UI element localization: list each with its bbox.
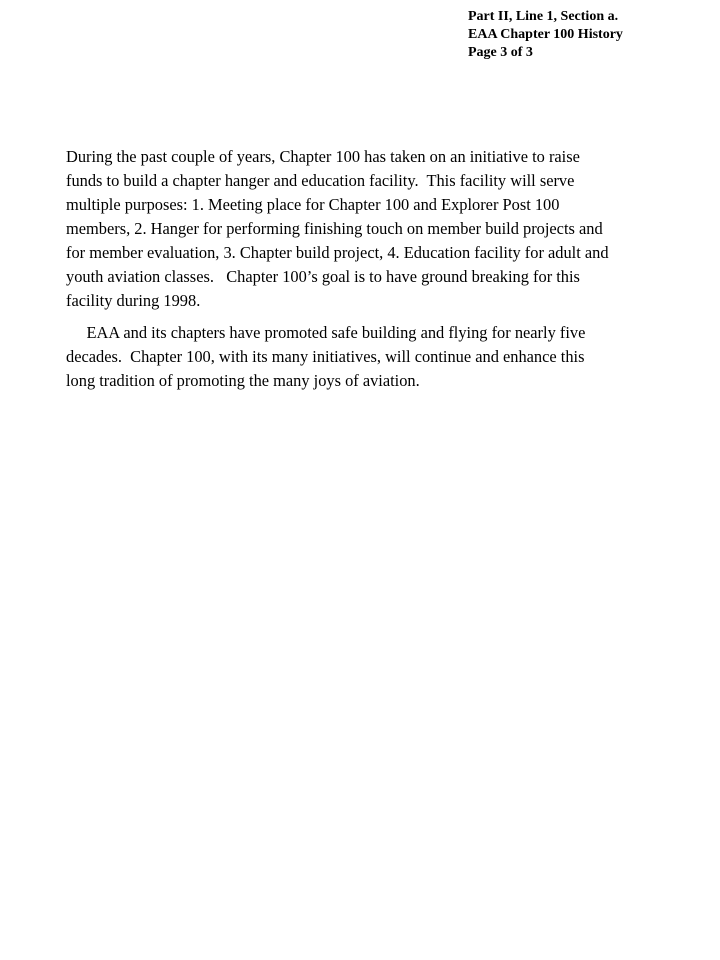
text-line: EAA and its chapters have promoted safe building and flying for nearly five bbox=[66, 323, 586, 342]
text-line: members, 2. Hanger for performing finishing touch on member build projects and bbox=[66, 219, 603, 238]
document-body bbox=[66, 145, 716, 393]
text-line: for member evaluation, 3. Chapter build project, 4. Education facility for adult and bbox=[66, 243, 609, 262]
header-document-title: EAA Chapter 100 History bbox=[468, 27, 623, 42]
page-header bbox=[468, 8, 708, 62]
text-line: decades. Chapter 100, with its many initiatives, will continue and enhance this bbox=[66, 347, 585, 366]
paragraph-tradition bbox=[66, 321, 716, 393]
paragraph-fundraising bbox=[66, 145, 716, 313]
text-line: long tradition of promoting the many joys of aviation. bbox=[66, 371, 420, 390]
header-section-reference: Part II, Line 1, Section a. bbox=[468, 9, 619, 24]
text-line: facility during 1998. bbox=[66, 291, 201, 310]
text-line: multiple purposes: 1. Meeting place for Chapter 100 and Explorer Post 100 bbox=[66, 195, 560, 214]
text-line: During the past couple of years, Chapter 100 has taken on an initiative to raise bbox=[66, 147, 580, 166]
header-page-number: Page 3 of 3 bbox=[468, 45, 533, 60]
text-line: funds to build a chapter hanger and education facility. This facility will serve bbox=[66, 171, 575, 190]
text-line: youth aviation classes. Chapter 100’s goal is to have ground breaking for this bbox=[66, 267, 580, 286]
